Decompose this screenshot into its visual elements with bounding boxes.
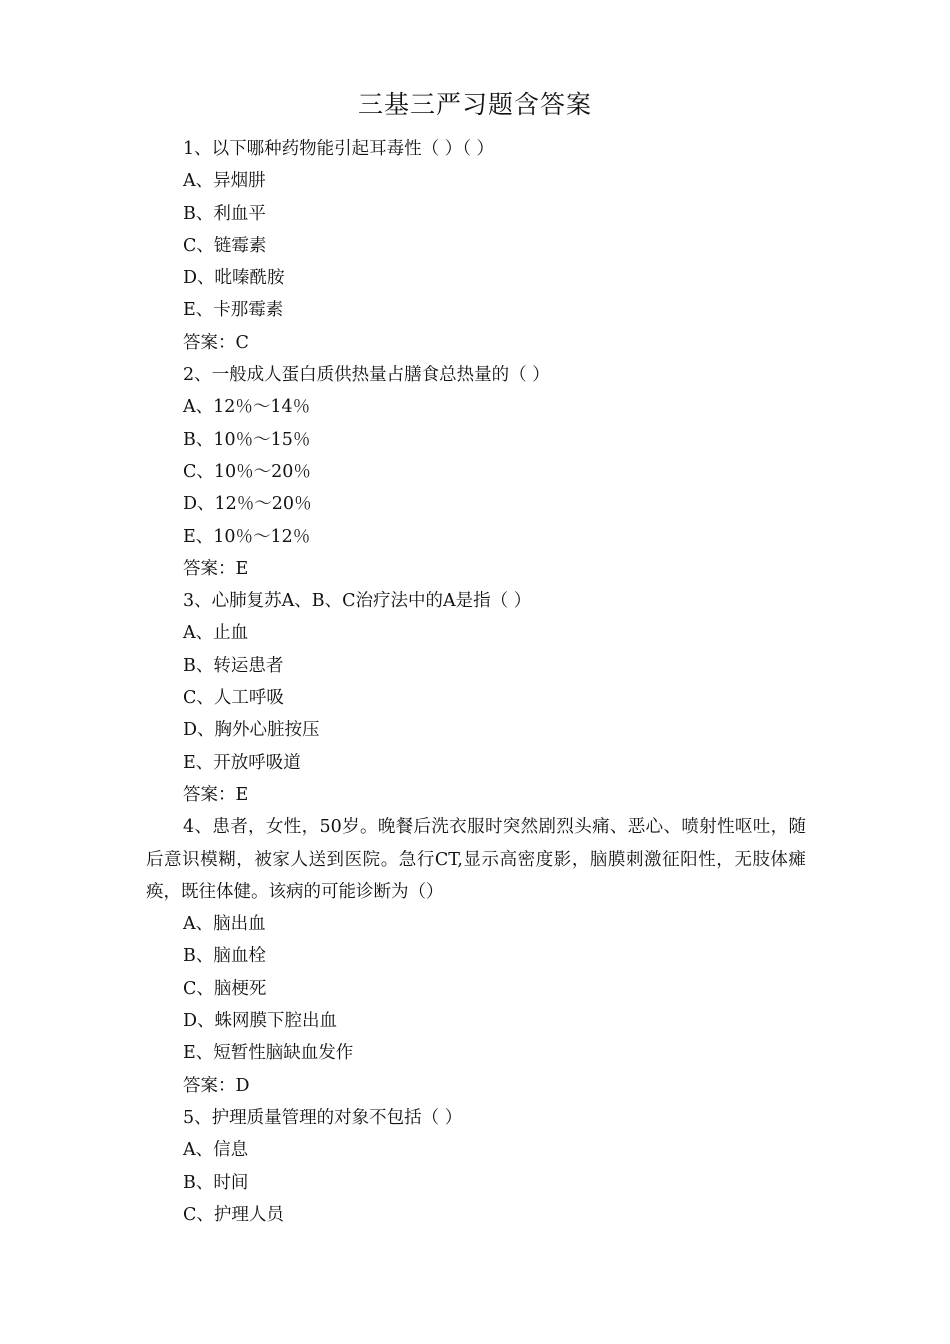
option-a: A、信息 (183, 1140, 249, 1161)
question-4 (146, 811, 806, 1102)
question-1 (146, 133, 806, 359)
question-stem: 2、一般成人蛋白质供热量占膳食总热量的（ ） (183, 365, 550, 386)
answer: 答案：E (183, 784, 249, 805)
question-3 (146, 585, 806, 811)
question-stem: 5、护理质量管理的对象不包括（ ） (183, 1107, 463, 1128)
option-b: B、利血平 (183, 203, 266, 224)
option-c: C、人工呼吸 (183, 688, 284, 709)
option-e: E、开放呼吸道 (183, 752, 301, 773)
document-body (146, 133, 806, 1231)
option-a: A、脑出血 (183, 914, 266, 935)
option-b: B、脑血栓 (183, 946, 266, 967)
option-e: E、卡那霉素 (183, 300, 284, 321)
option-c: C、10％～20％ (183, 461, 311, 482)
answer: 答案：D (183, 1075, 250, 1096)
option-d: D、12％～20％ (183, 494, 312, 515)
option-c: C、护理人员 (183, 1204, 284, 1225)
option-a: A、止血 (183, 623, 249, 644)
question-2 (146, 359, 806, 585)
option-b: B、转运患者 (183, 655, 284, 676)
option-d: D、吡嗪酰胺 (183, 268, 285, 289)
option-e: E、短暂性脑缺血发作 (183, 1043, 354, 1064)
option-b: B、时间 (183, 1172, 249, 1193)
option-b: B、10％～15％ (183, 429, 311, 450)
option-e: E、10％～12％ (183, 526, 311, 547)
document-title: 三基三严习题含答案 (357, 90, 592, 119)
option-a: A、异烟肼 (183, 171, 266, 192)
question-5 (146, 1102, 806, 1231)
answer: 答案：E (183, 558, 249, 579)
option-a: A、12％～14％ (183, 397, 311, 418)
option-c: C、脑梗死 (183, 978, 267, 999)
option-d: D、胸外心脏按压 (183, 720, 320, 741)
option-c: C、链霉素 (183, 235, 267, 256)
answer: 答案：C (183, 332, 249, 353)
question-stem: 1、以下哪种药物能引起耳毒性（ ）（ ） (183, 139, 495, 159)
question-stem: 3、心肺复苏A、B、C治疗法中的A是指（ ） (183, 591, 532, 612)
option-d: D、蛛网膜下腔出血 (183, 1011, 338, 1032)
question-stem: 4、患者，女性，50岁。晚餐后洗衣服时突然剧烈头痛、恶心、喷射性呕吐，随后意识模糊，被家人送到医院。急行CT,显示高密度影，脑膜刺激征阳性，无肢体瘫痪，既往体健。该病的可能诊断为（） (146, 817, 806, 902)
